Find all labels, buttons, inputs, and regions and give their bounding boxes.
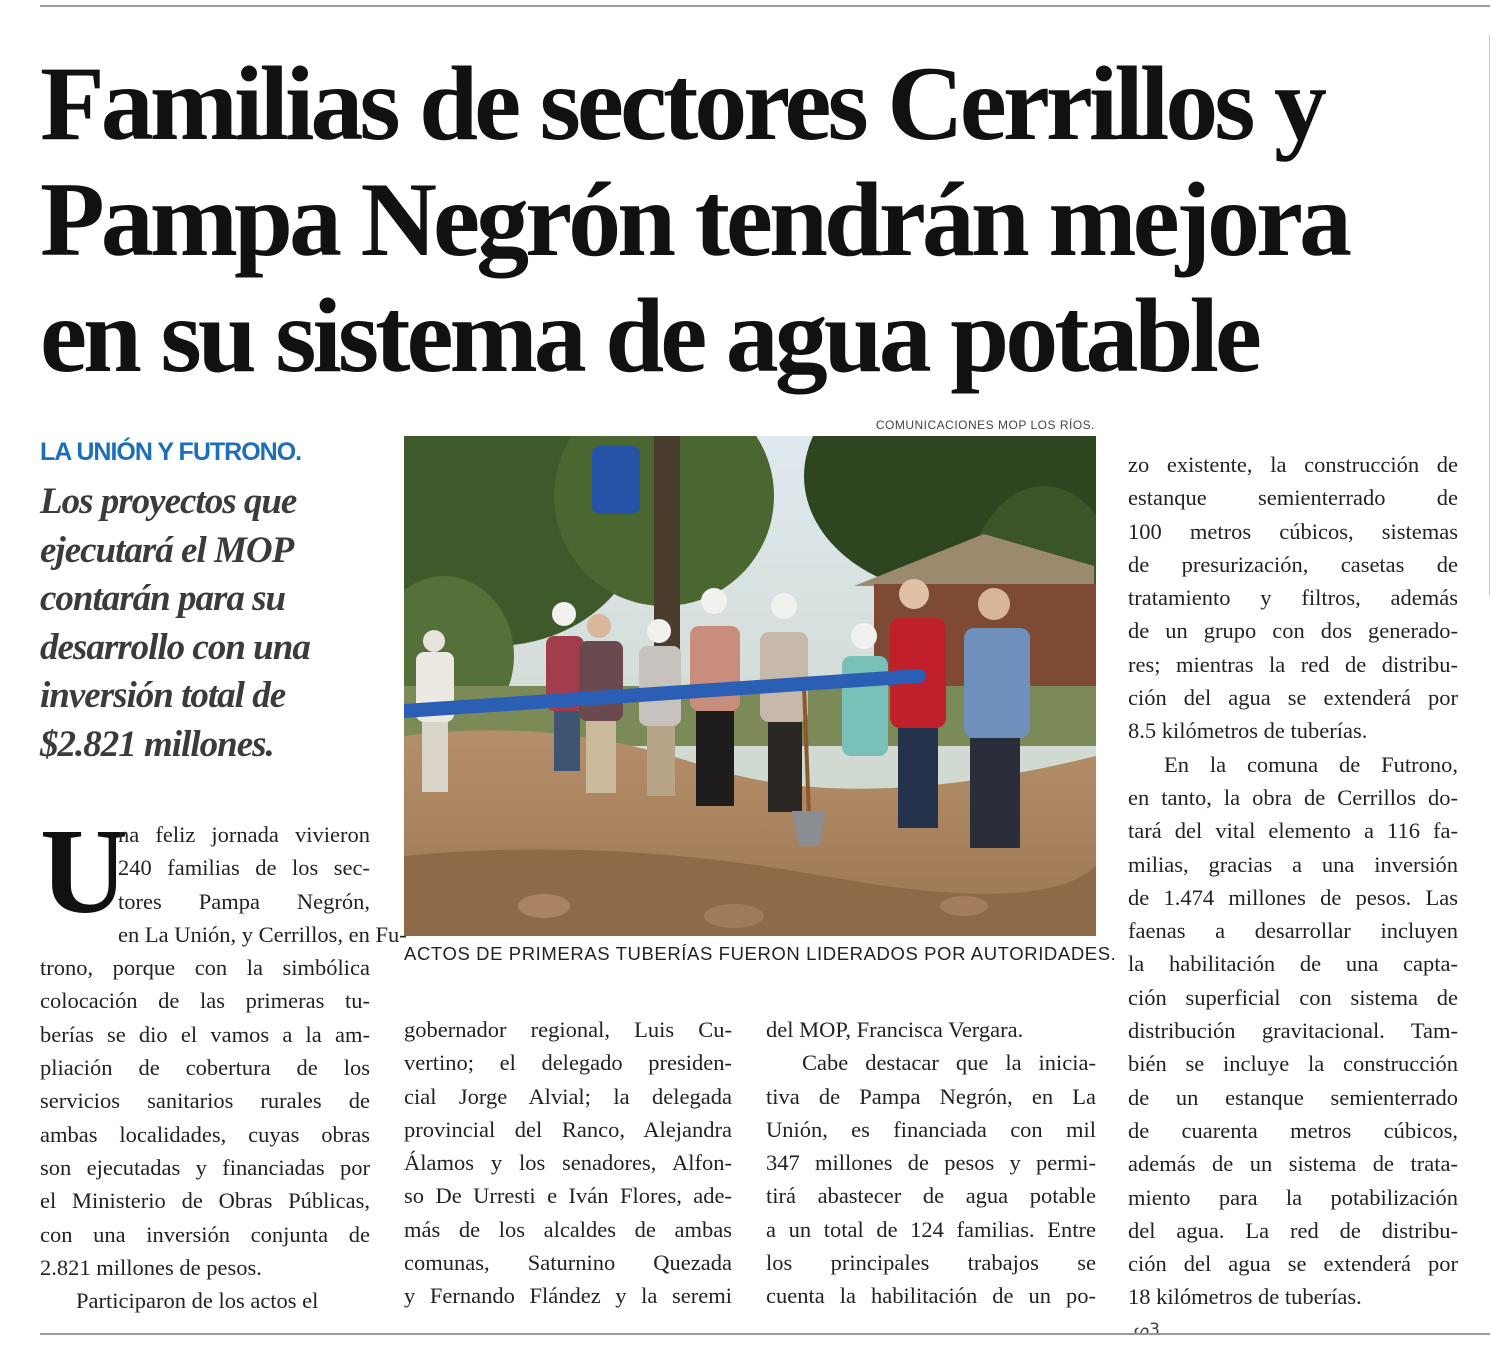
body-line: comunas, Saturnino Quezada — [404, 1250, 732, 1276]
news-photo — [404, 436, 1096, 936]
body-line: trono, porque con la simbólica — [40, 955, 370, 981]
body-line: de cuarenta metros cúbicos, — [1128, 1117, 1458, 1143]
body-line: del MOP, Francisca Vergara. — [766, 1017, 1024, 1042]
body-line: a un total de 124 familias. Entre — [766, 1216, 1096, 1242]
body-line: miento para la potabilización — [1128, 1184, 1458, 1210]
end-mark-icon: ᔕ3 — [1134, 1319, 1160, 1340]
body-line: de 1.474 millones de pesos. Las — [1128, 884, 1458, 910]
body-line: 2.821 millones de pesos. — [40, 1254, 262, 1280]
body-line: ción superficial con sistema de — [1128, 984, 1458, 1010]
body-line: 347 millones de pesos y permi- — [766, 1150, 1096, 1176]
body-column-1 — [40, 804, 407, 1317]
body-line: tratamiento y filtros, además — [1128, 585, 1458, 611]
body-line: los principales trabajos se — [766, 1250, 1096, 1276]
body-line: res; mientras la red de distribu- — [1128, 651, 1458, 677]
body-line: con una inversión conjunta de — [40, 1221, 370, 1247]
body-line: 100 metros cúbicos, sistemas — [1128, 518, 1458, 544]
body-line: distribución gravitacional. Tam- — [1128, 1018, 1458, 1044]
body-line: berías se dio el vamos a la am- — [40, 1021, 370, 1047]
body-line: Cabe destacar que la inicia- — [802, 1050, 1096, 1076]
body-line: faenas a desarrollar incluyen — [1128, 918, 1458, 944]
top-rule — [40, 5, 1490, 7]
body-line: tirá abastecer de agua potable — [766, 1183, 1096, 1209]
body-line: na feliz jornada vivieron — [118, 822, 370, 847]
body-line: zo existente, la construcción de — [1128, 452, 1458, 477]
headline-line: Familias de sectores Cerrillos y — [40, 45, 1324, 162]
headline-line: Pampa Negrón tendrán mejora — [40, 161, 1349, 278]
body-line: y Fernando Flández y la seremi — [404, 1283, 732, 1309]
body-line: bién se incluye la construcción — [1128, 1051, 1458, 1077]
body-line: ción del agua se extenderá por — [1128, 1251, 1458, 1277]
headline — [40, 46, 1490, 394]
lede-line: ejecutará el MOP — [40, 529, 294, 571]
body-column-2 — [404, 1013, 732, 1313]
body-line: colocación de las primeras tu- — [40, 988, 370, 1014]
body-line: de presurización, casetas de — [1128, 551, 1458, 577]
body-line: de un grupo con dos generado- — [1128, 618, 1458, 644]
body-line: tará del vital elemento a 116 fa- — [1128, 818, 1458, 844]
lede-line: contarán para su — [40, 578, 286, 619]
body-line: son ejecutadas y financiadas por — [40, 1154, 370, 1180]
body-line: en La Unión, y Cerrillos, en Fu- — [118, 921, 407, 947]
body-line: so De Urresti e Iván Flores, ade- — [404, 1183, 732, 1209]
photo-caption: ACTOS DE PRIMERAS TUBERÍAS FUERON LIDERADOS POR AUTORIDADES. — [404, 943, 1117, 964]
body-line: provincial del Ranco, Alejandra — [404, 1116, 732, 1142]
body-last-line — [1128, 1280, 1458, 1347]
body-line: Álamos y los senadores, Alfon- — [404, 1150, 732, 1176]
body-line: más de los alcaldes de ambas — [404, 1216, 732, 1242]
lede-line: inversión total de — [40, 675, 286, 716]
body-line: tiva de Pampa Negrón, en La — [766, 1083, 1096, 1109]
body-line: milias, gracias a una inversión — [1128, 851, 1458, 877]
body-line: estanque semienterrado de — [1128, 485, 1458, 511]
photo-credit: COMUNICACIONES MOP LOS RÍOS. — [875, 418, 1095, 432]
body-line: Unión, es financiada con mil — [766, 1116, 1096, 1142]
kicker: LA UNIÓN Y FUTRONO. — [40, 438, 302, 466]
lede-line: $2.821 millones. — [40, 723, 274, 765]
body-line: 8.5 kilómetros de tuberías. — [1128, 718, 1368, 744]
lede — [40, 478, 380, 769]
body-column-3 — [766, 1013, 1096, 1313]
headline-line: en su sistema de agua potable — [40, 277, 1258, 394]
body-line: de un estanque semienterrado — [1128, 1084, 1458, 1110]
body-line: ambas localidades, cuyas obras — [40, 1121, 370, 1147]
lede-line: desarrollo con una — [40, 626, 310, 668]
body-line: además de un sistema de trata- — [1128, 1151, 1458, 1177]
body-line: pliación de cobertura de los — [40, 1055, 370, 1081]
body-line: cial Jorge Alvial; la delegada — [404, 1083, 732, 1109]
body-line: En la comuna de Futrono, — [1164, 751, 1458, 777]
body-line: 240 familias de los sec- — [118, 855, 370, 881]
body-line: Participaron de los actos el — [76, 1288, 319, 1314]
body-line: 18 kilómetros de tuberías. — [1128, 1284, 1362, 1310]
body-line: el Ministerio de Obras Públicas, — [40, 1188, 370, 1214]
drop-cap: U — [40, 804, 129, 939]
body-line: gobernador regional, Luis Cu- — [404, 1017, 732, 1042]
body-line: servicios sanitarios rurales de — [40, 1088, 370, 1114]
body-line: del agua. La red de distribu- — [1128, 1217, 1458, 1243]
lede-line: Los proyectos que — [40, 481, 297, 522]
body-line: cuenta la habilitación de un po- — [766, 1283, 1096, 1309]
body-line: tores Pampa Negrón, — [118, 888, 370, 914]
body-line: vertino; el delegado presiden- — [404, 1050, 732, 1076]
body-line: la habilitación de una capta- — [1128, 951, 1458, 977]
body-column-4 — [1128, 448, 1458, 1347]
body-line: ción del agua se extenderá por — [1128, 685, 1458, 711]
bottom-rule — [40, 1333, 1490, 1335]
body-line: en tanto, la obra de Cerrillos do- — [1128, 784, 1458, 810]
